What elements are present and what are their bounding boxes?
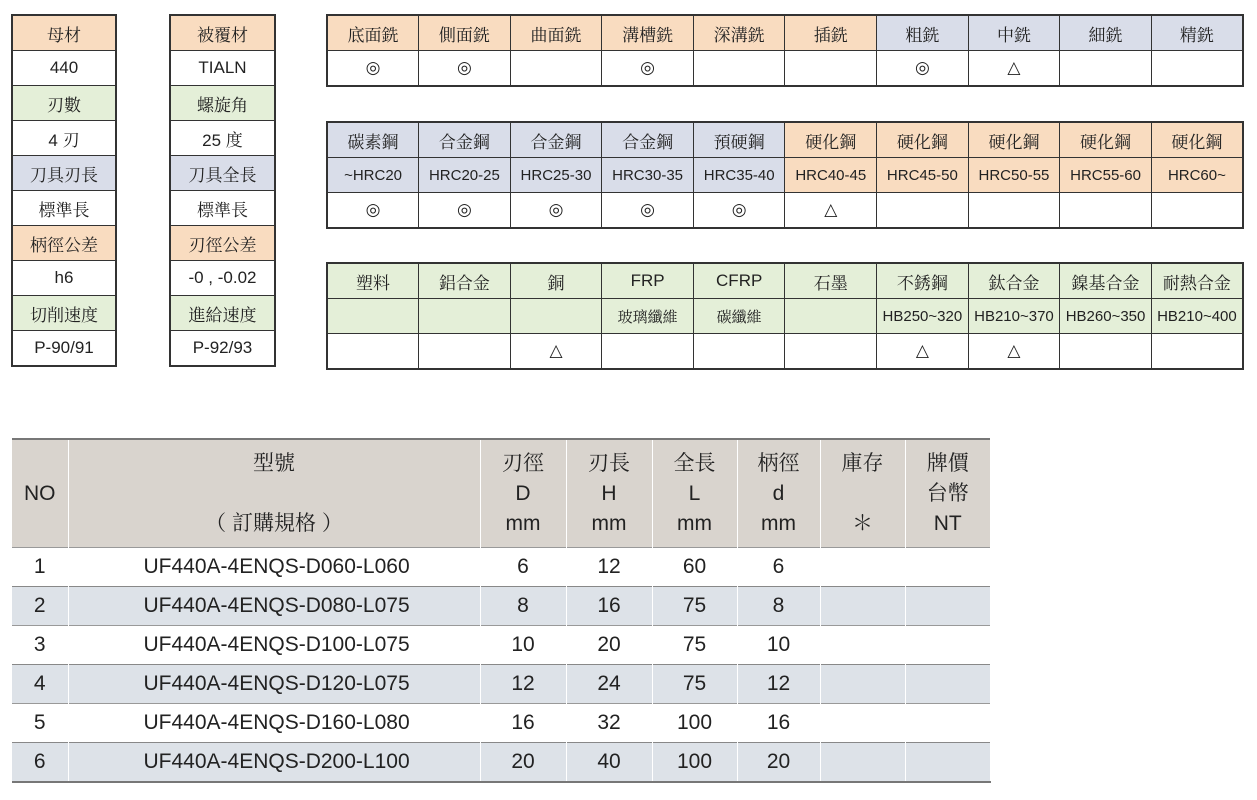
material-header: CFRP [693, 263, 785, 299]
material-header: 硬化鋼 [1060, 122, 1152, 158]
column-header-line: 全長 [673, 451, 716, 475]
spec-row [12, 296, 116, 331]
spec-row [170, 15, 275, 51]
rating-cell: ◎ [693, 193, 785, 229]
overall-length: 75 [652, 626, 737, 665]
list-price [905, 743, 990, 783]
rating-cell: ◎ [419, 193, 511, 229]
spec-value: -0 , -0.02 [170, 261, 275, 296]
header-row [327, 15, 1243, 51]
rating-cell: ◎ [419, 51, 511, 87]
spec-label: 切削速度 [12, 296, 116, 331]
shank-diameter: 6 [737, 548, 820, 587]
rating-cell [1060, 193, 1152, 229]
hardness-cell [785, 299, 877, 334]
column-header-line: mm [591, 511, 627, 535]
hardness-cell: HRC40-45 [785, 158, 877, 193]
column-header-line: 台幣 [926, 481, 969, 505]
blade-diameter: 6 [480, 548, 566, 587]
sub-row [327, 299, 1243, 334]
hardness-cell: HRC50-55 [968, 158, 1060, 193]
spec-row [12, 156, 116, 191]
hardness-cell: HB250~320 [877, 299, 969, 334]
material-header: 硬化鋼 [877, 122, 969, 158]
row-number: 5 [12, 704, 68, 743]
rating-cell: ◎ [602, 193, 694, 229]
rating-cell: △ [968, 51, 1060, 87]
column-header-line [70, 479, 479, 509]
stock [820, 743, 905, 783]
machining-header: 中銑 [968, 15, 1060, 51]
spec-value: TIALN [170, 51, 275, 86]
rating-row [327, 51, 1243, 87]
column-header [480, 439, 566, 548]
column-header [68, 439, 480, 548]
hardness-cell: HRC55-60 [1060, 158, 1152, 193]
spec-value: 標準長 [170, 191, 275, 226]
overall-length: 75 [652, 587, 737, 626]
material-header: 硬化鋼 [785, 122, 877, 158]
spec-row [12, 191, 116, 226]
rating-cell [693, 51, 785, 87]
rating-cell: △ [968, 334, 1060, 370]
model-number: UF440A-4ENQS-D120-L075 [68, 665, 480, 704]
overall-length: 100 [652, 743, 737, 783]
blade-length: 12 [566, 548, 652, 587]
spec-row [170, 156, 275, 191]
machining-header: 深溝銑 [693, 15, 785, 51]
shank-diameter: 16 [737, 704, 820, 743]
row-number: 1 [12, 548, 68, 587]
hardness-cell: HB210~400 [1151, 299, 1243, 334]
spec-label: 刃徑公差 [170, 226, 275, 261]
column-header-line: mm [761, 511, 796, 535]
rating-cell [327, 334, 419, 370]
material-header: FRP [602, 263, 694, 299]
spec-value: h6 [12, 261, 116, 296]
spec-row [12, 121, 116, 156]
table-row [12, 626, 990, 665]
blade-length: 24 [566, 665, 652, 704]
list-price [905, 548, 990, 587]
header-row [327, 122, 1243, 158]
spec-label: 母材 [12, 15, 116, 51]
spec-label: 刃數 [12, 86, 116, 121]
spec-value: 440 [12, 51, 116, 86]
rating-cell: △ [785, 193, 877, 229]
product-header-row [12, 439, 990, 548]
column-header-line: NO [24, 481, 56, 505]
column-header-line: 刃長 [588, 451, 630, 475]
rating-row [327, 193, 1243, 229]
tool-spec-table-1 [11, 14, 117, 367]
blade-diameter: 8 [480, 587, 566, 626]
table-row [12, 548, 990, 587]
list-price [905, 626, 990, 665]
spec-row [12, 331, 116, 367]
machining-header: 側面銑 [419, 15, 511, 51]
machining-header: 精銑 [1151, 15, 1243, 51]
material-header: 鎳基合金 [1060, 263, 1152, 299]
spec-value: 標準長 [12, 191, 116, 226]
spec-value: 4 刃 [12, 121, 116, 156]
spec-value: P-92/93 [170, 331, 275, 367]
rating-cell: ◎ [327, 193, 419, 229]
rating-cell [602, 334, 694, 370]
blade-diameter: 16 [480, 704, 566, 743]
rating-cell: ◎ [327, 51, 419, 87]
column-header-line: ＊ [852, 511, 873, 535]
spec-value: 25 度 [170, 121, 275, 156]
material-header: 不銹鋼 [877, 263, 969, 299]
blade-length: 40 [566, 743, 652, 783]
spec-row [12, 226, 116, 261]
stock [820, 626, 905, 665]
rating-cell: ◎ [602, 51, 694, 87]
model-number: UF440A-4ENQS-D080-L075 [68, 587, 480, 626]
blade-length: 16 [566, 587, 652, 626]
spec-row [12, 86, 116, 121]
rating-cell [785, 334, 877, 370]
spec-row [12, 261, 116, 296]
spec-label: 刀具全長 [170, 156, 275, 191]
table-row [12, 743, 990, 783]
spec-row [170, 86, 275, 121]
rating-cell [1151, 193, 1243, 229]
column-header [905, 439, 990, 548]
hardness-cell: 碳纖維 [693, 299, 785, 334]
blade-diameter: 12 [480, 665, 566, 704]
column-header-line: 刃徑 [502, 451, 544, 475]
machining-header: 粗銑 [877, 15, 969, 51]
material-header: 鈦合金 [968, 263, 1060, 299]
spec-value: P-90/91 [12, 331, 116, 367]
material-header: 石墨 [785, 263, 877, 299]
column-header-line: 型號 [253, 451, 295, 475]
material-header: 硬化鋼 [968, 122, 1060, 158]
column-header-line: L [688, 481, 701, 505]
spec-row [170, 226, 275, 261]
hardness-cell: HB210~370 [968, 299, 1060, 334]
stock [820, 665, 905, 704]
other-materials-table [326, 262, 1244, 370]
hardness-cell: 玻璃纖維 [602, 299, 694, 334]
material-header: 鋁合金 [419, 263, 511, 299]
blade-diameter: 10 [480, 626, 566, 665]
shank-diameter: 20 [737, 743, 820, 783]
rating-cell [510, 51, 602, 87]
column-header-line: 牌價 [926, 451, 969, 475]
rating-cell: ◎ [510, 193, 602, 229]
hardness-cell: HRC35-40 [693, 158, 785, 193]
rating-cell [785, 51, 877, 87]
steel-hardness-table [326, 121, 1244, 229]
spec-label: 刀具刃長 [12, 156, 116, 191]
column-header-line: D [515, 481, 531, 505]
column-header-line: mm [505, 511, 541, 535]
hardness-cell: HRC45-50 [877, 158, 969, 193]
rating-cell: ◎ [877, 51, 969, 87]
shank-diameter: 8 [737, 587, 820, 626]
spec-label: 螺旋角 [170, 86, 275, 121]
column-header-line: 柄徑 [757, 451, 800, 475]
column-header [737, 439, 820, 548]
blade-diameter: 20 [480, 743, 566, 783]
column-header [820, 439, 905, 548]
model-number: UF440A-4ENQS-D160-L080 [68, 704, 480, 743]
list-price [905, 587, 990, 626]
table-row [12, 587, 990, 626]
tool-spec-table-2 [169, 14, 276, 367]
row-number: 4 [12, 665, 68, 704]
stock [820, 548, 905, 587]
rating-cell [1060, 51, 1152, 87]
header-row [327, 263, 1243, 299]
spec-row [170, 296, 275, 331]
rating-cell [1151, 51, 1243, 87]
column-header [566, 439, 652, 548]
product-table [12, 438, 991, 783]
material-header: 耐熱合金 [1151, 263, 1243, 299]
hardness-cell [419, 299, 511, 334]
table-row [12, 665, 990, 704]
list-price [905, 665, 990, 704]
spec-row [170, 121, 275, 156]
column-header-line: NT [933, 511, 962, 535]
hardness-cell [510, 299, 602, 334]
row-number: 3 [12, 626, 68, 665]
hardness-cell: HRC20-25 [419, 158, 511, 193]
material-header: 硬化鋼 [1151, 122, 1243, 158]
machining-header: 細銑 [1060, 15, 1152, 51]
stock [820, 704, 905, 743]
rating-cell [1151, 334, 1243, 370]
model-number: UF440A-4ENQS-D100-L075 [68, 626, 480, 665]
hardness-cell: HB260~350 [1060, 299, 1152, 334]
column-header-line: d [772, 481, 785, 505]
rating-cell: △ [510, 334, 602, 370]
hardness-row [327, 158, 1243, 193]
hardness-cell [327, 299, 419, 334]
overall-length: 75 [652, 665, 737, 704]
spec-row [170, 51, 275, 86]
material-header: 合金鋼 [419, 122, 511, 158]
row-number: 6 [12, 743, 68, 783]
machining-header: 溝槽銑 [602, 15, 694, 51]
rating-cell [693, 334, 785, 370]
spec-label: 被覆材 [170, 15, 275, 51]
list-price [905, 704, 990, 743]
rating-row [327, 334, 1243, 370]
blade-length: 32 [566, 704, 652, 743]
overall-length: 60 [652, 548, 737, 587]
column-header-line: mm [677, 511, 712, 535]
model-number: UF440A-4ENQS-D060-L060 [68, 548, 480, 587]
column-header-line: （ 訂購規格 ） [205, 511, 343, 535]
hardness-cell: ~HRC20 [327, 158, 419, 193]
spec-row [170, 191, 275, 226]
material-header: 預硬鋼 [693, 122, 785, 158]
material-header: 合金鋼 [602, 122, 694, 158]
hardness-cell: HRC25-30 [510, 158, 602, 193]
rating-cell [419, 334, 511, 370]
hardness-cell: HRC30-35 [602, 158, 694, 193]
model-number: UF440A-4ENQS-D200-L100 [68, 743, 480, 783]
rating-cell: △ [877, 334, 969, 370]
material-header: 塑料 [327, 263, 419, 299]
machining-header: 曲面銑 [510, 15, 602, 51]
column-header [12, 439, 68, 548]
column-header [652, 439, 737, 548]
column-header-line: H [601, 481, 617, 505]
blade-length: 20 [566, 626, 652, 665]
overall-length: 100 [652, 704, 737, 743]
rating-cell [877, 193, 969, 229]
table-row [12, 704, 990, 743]
spec-label: 柄徑公差 [12, 226, 116, 261]
rating-cell [1060, 334, 1152, 370]
machining-header: 底面銑 [327, 15, 419, 51]
spec-row [12, 15, 116, 51]
spec-label: 進給速度 [170, 296, 275, 331]
machining-header: 插銑 [785, 15, 877, 51]
column-header-line [822, 479, 904, 509]
shank-diameter: 10 [737, 626, 820, 665]
rating-cell [968, 193, 1060, 229]
spec-row [170, 261, 275, 296]
material-header: 銅 [510, 263, 602, 299]
stock [820, 587, 905, 626]
shank-diameter: 12 [737, 665, 820, 704]
material-header: 合金鋼 [510, 122, 602, 158]
spec-row [170, 331, 275, 367]
row-number: 2 [12, 587, 68, 626]
material-header: 碳素鋼 [327, 122, 419, 158]
column-header-line: 庫存 [841, 451, 884, 475]
spec-row [12, 51, 116, 86]
hardness-cell: HRC60~ [1151, 158, 1243, 193]
machining-type-table [326, 14, 1244, 87]
